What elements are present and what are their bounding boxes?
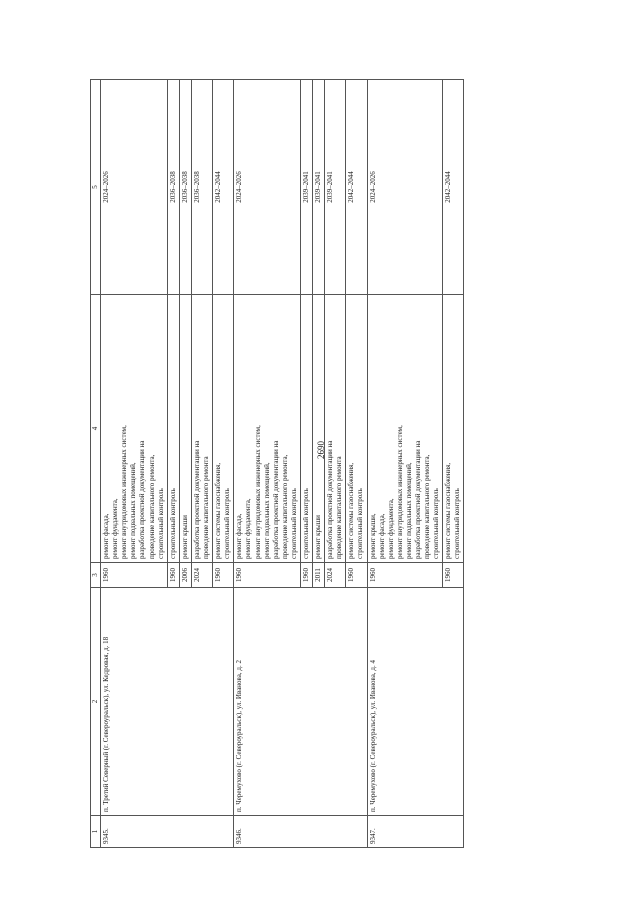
planned-period: 2024–2026 (234, 80, 301, 295)
table-row (367, 80, 443, 848)
repair-work-item: ремонт крыши (314, 515, 323, 559)
entry-number: 9345. (101, 816, 234, 848)
repair-work-item: ремонт фундамента, (244, 498, 253, 559)
repair-work-item: строительный контроль (289, 488, 298, 559)
repair-work-item: ремонт подвальных помещений, (404, 462, 413, 559)
repair-work-item: ремонт крыши (180, 515, 189, 559)
planned-period: 2024–2026 (101, 80, 168, 295)
entry-address: п. Черемухово (г. Североуральск), ул. Иванова, д. 4 (367, 588, 464, 816)
document-sheet (90, 80, 540, 848)
page-number: 2690 (316, 441, 326, 459)
repair-works (234, 295, 301, 563)
repair-works (300, 295, 312, 563)
commission-year: 2024 (325, 563, 346, 588)
planned-period: 2042–2044 (443, 80, 464, 295)
commission-year: 2024 (191, 563, 212, 588)
commission-year: 1960 (300, 563, 312, 588)
repair-work-item: разработка проектной документации на (414, 440, 422, 559)
column-header-2: 2 (91, 588, 101, 816)
table-row (234, 80, 301, 848)
repair-work-item: проведение капитального ремонта, (423, 454, 432, 559)
column-header-4: 4 (91, 295, 101, 563)
entry-address: п. Черемухово (г. Североуральск), ул. Иванова, д. 2 (234, 588, 367, 816)
table-row (101, 80, 168, 848)
commission-year: 1960 (234, 563, 301, 588)
column-header-5: 5 (91, 80, 101, 295)
repair-work-item: проведение капитального ремонта (335, 456, 344, 559)
commission-year: 1960 (346, 563, 367, 588)
repair-work-item: строительный контроль (168, 488, 177, 559)
repair-work-item: ремонт внутридомовых инженерных систем, (395, 425, 404, 559)
commission-year: 1960 (167, 563, 179, 588)
repair-works (167, 295, 179, 563)
repair-work-item: проведение капитального ремонта, (280, 454, 289, 559)
repair-work-item: строительный контроль (223, 488, 232, 559)
repair-work-item: проведение капитального ремонта (202, 456, 211, 559)
repair-work-item: ремонт фасада, (377, 513, 386, 559)
column-number-row (91, 80, 101, 848)
commission-year: 1960 (443, 563, 464, 588)
repair-work-item: проведение капитального ремонта, (147, 454, 156, 559)
entry-address: п. Третий Северный (г. Североуральск), ул. Кедровая, д. 18 (101, 588, 234, 816)
repair-works (179, 295, 191, 563)
repair-works (213, 295, 234, 563)
repair-work-item: ремонт подвальных помещений, (262, 462, 271, 559)
repair-works (325, 295, 346, 563)
repair-work-item: строительный контроль (301, 488, 310, 559)
repair-works (443, 295, 464, 563)
repair-work-item: строительный контроль (156, 488, 165, 559)
repair-works (101, 295, 168, 563)
repair-work-item: разработка проектной документации на (271, 440, 280, 559)
repair-work-item: ремонт подвальных помещений, (129, 462, 138, 559)
repair-work-item: разработка проектной документации на (138, 440, 147, 559)
repair-schedule-table (90, 79, 464, 848)
repair-works (346, 295, 367, 563)
planned-period: 2039–2041 (313, 80, 325, 295)
repair-work-item: ремонт внутридомовых инженерных систем, (253, 425, 262, 559)
repair-work-item: строительный контроль (432, 488, 441, 559)
repair-works (191, 295, 212, 563)
repair-work-item: разработка проектной документации на (326, 440, 335, 559)
repair-work-item: строительный контроль (453, 488, 462, 559)
commission-year: 2006 (179, 563, 191, 588)
commission-year: 1960 (367, 563, 443, 588)
planned-period: 2042–2044 (346, 80, 367, 295)
planned-period: 2036–2038 (167, 80, 179, 295)
entry-number: 9347. (367, 816, 464, 848)
repair-work-item: ремонт фундамента, (111, 498, 120, 559)
planned-period: 2039–2041 (325, 80, 346, 295)
repair-work-item: ремонт системы газоснабжения, (214, 462, 223, 559)
repair-work-item: ремонт системы газоснабжения, (444, 462, 453, 559)
repair-work-item: ремонт крыши, (368, 513, 377, 559)
planned-period: 2036–2038 (179, 80, 191, 295)
column-header-3: 3 (91, 563, 101, 588)
repair-work-item: ремонт внутридомовых инженерных систем, (120, 425, 129, 559)
commission-year: 2011 (313, 563, 325, 588)
repair-work-item: разработка проектной документации на (192, 440, 201, 559)
repair-work-item: строительный контроль (356, 488, 365, 559)
entry-number: 9346. (234, 816, 367, 848)
repair-work-item: ремонт системы газоснабжения, (347, 462, 356, 559)
commission-year: 1960 (101, 563, 168, 588)
repair-work-item: ремонт фундамента, (386, 498, 395, 559)
repair-works (313, 295, 325, 563)
planned-period: 2039–2041 (300, 80, 312, 295)
planned-period: 2042–2044 (213, 80, 234, 295)
repair-work-item: ремонт фасада, (235, 513, 244, 559)
planned-period: 2036–2038 (191, 80, 212, 295)
column-header-1: 1 (91, 816, 101, 848)
repair-works (367, 295, 443, 563)
planned-period: 2024–2026 (367, 80, 443, 295)
commission-year: 1960 (213, 563, 234, 588)
repair-work-item: ремонт фасада, (102, 513, 111, 559)
table-body (101, 80, 464, 848)
